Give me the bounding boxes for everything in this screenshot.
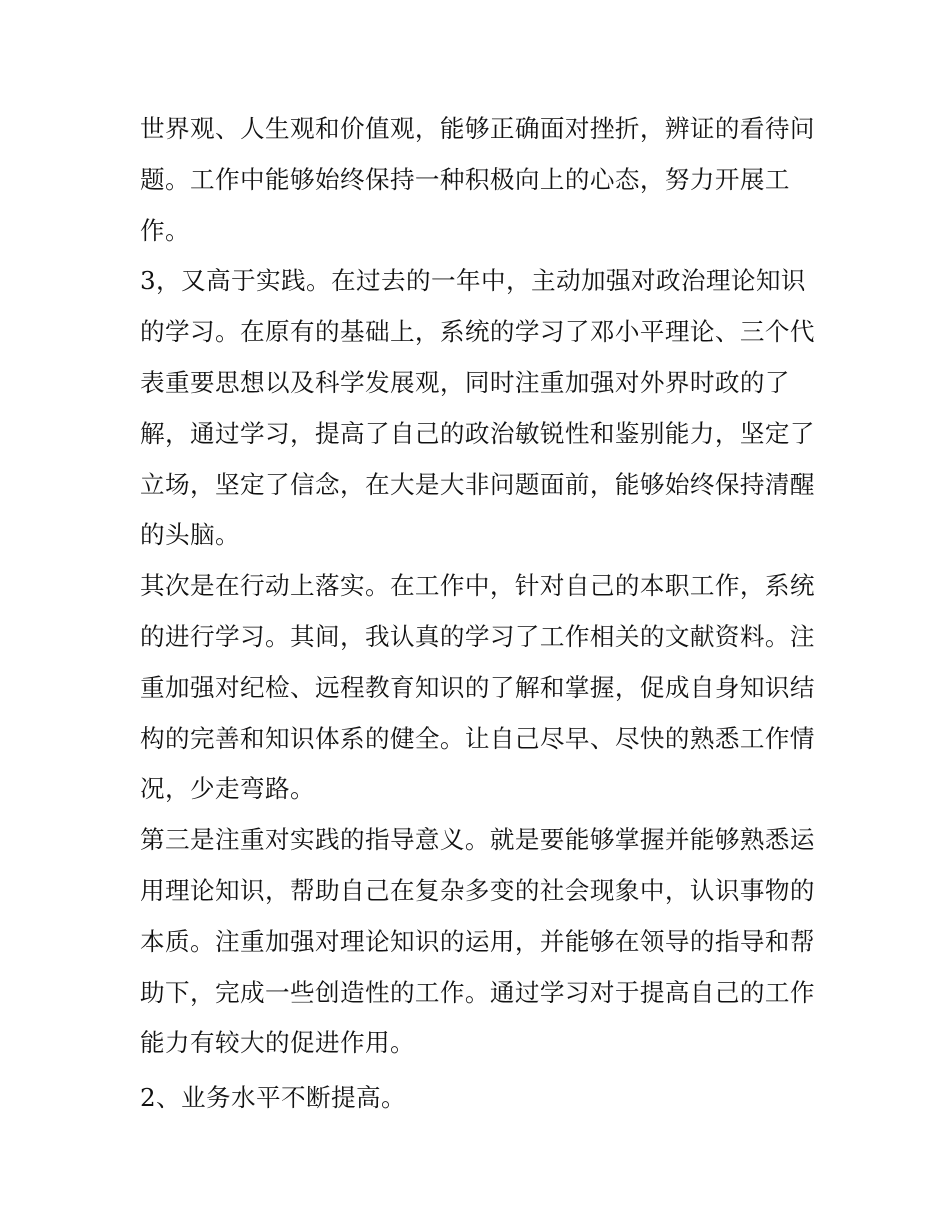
text-line: 题。工作中能够始终保持一种积极向上的心态，努力开展工 bbox=[140, 164, 790, 194]
text-line: 重加强对纪检、远程教育知识的了解和掌握，促成自身知识结 bbox=[140, 672, 815, 702]
section-heading: 2、业务水平不断提高。 bbox=[140, 1083, 406, 1113]
text-line: 的学习。在原有的基础上，系统的学习了邓小平理论、三个代 bbox=[140, 317, 815, 347]
text-line: 第三是注重对实践的指导意义。就是要能够掌握并能够熟悉运 bbox=[140, 825, 815, 855]
text-line: 的头脑。 bbox=[140, 520, 240, 550]
text-line: 况，少走弯路。 bbox=[140, 774, 315, 804]
text-line: 表重要思想以及科学发展观，同时注重加强对外界时政的了 bbox=[140, 367, 790, 397]
text-line: 3，又高于实践。在过去的一年中，主动加强对政治理论知识 bbox=[140, 266, 806, 296]
text-line: 能力有较大的促进作用。 bbox=[140, 1028, 415, 1058]
text-line: 助下，完成一些创造性的工作。通过学习对于提高自己的工作 bbox=[140, 977, 815, 1007]
text-line: 其次是在行动上落实。在工作中，针对自己的本职工作，系统 bbox=[140, 571, 815, 601]
text-line: 作。 bbox=[140, 215, 190, 245]
text-line: 解，通过学习，提高了自己的政治敏锐性和鉴别能力，坚定了 bbox=[140, 418, 815, 448]
text-line: 世界观、人生观和价值观，能够正确面对挫折，辨证的看待问 bbox=[140, 114, 815, 143]
text-line: 的进行学习。其间，我认真的学习了工作相关的文献资料。注 bbox=[140, 621, 815, 651]
text-line: 立场，坚定了信念，在大是大非问题面前，能够始终保持清醒 bbox=[140, 469, 815, 499]
text-line: 构的完善和知识体系的健全。让自己尽早、尽快的熟悉工作情 bbox=[140, 723, 815, 753]
text-line: 用理论知识，帮助自己在复杂多变的社会现象中，认识事物的 bbox=[140, 875, 815, 905]
text-line: 本质。注重加强对理论知识的运用，并能够在领导的指导和帮 bbox=[140, 926, 815, 956]
document-text bbox=[140, 104, 820, 1124]
